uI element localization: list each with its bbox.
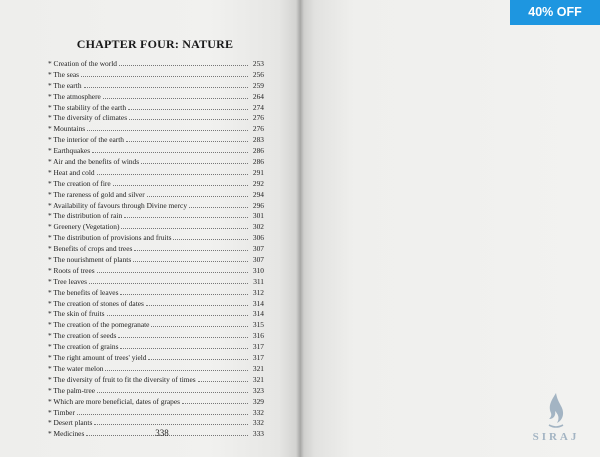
toc-entry <box>48 156 264 167</box>
toc-entry-title: * The benefits of leaves <box>48 287 119 297</box>
toc-entry-page: 311 <box>253 276 264 286</box>
toc-entry <box>48 319 264 330</box>
toc-entry-title: * The earth <box>48 80 82 90</box>
toc-entry-title: * The distribution of rain <box>48 211 123 221</box>
toc-leader-dots <box>198 374 248 382</box>
toc-entry <box>48 352 264 363</box>
toc-entry <box>48 102 264 113</box>
toc-entry-title: * The creation of fire <box>48 178 111 188</box>
toc-entry <box>48 254 264 265</box>
toc-entry-title: * The creation of seeds <box>48 331 117 341</box>
toc-entry-title: * The seas <box>48 69 80 79</box>
siraj-watermark <box>528 392 584 448</box>
toc-entry <box>48 265 264 276</box>
toc-leader-dots <box>118 330 248 338</box>
toc-leader-dots <box>133 254 248 262</box>
toc-entry-title: * The diversity of fruit to fit the diversity of times <box>48 374 196 384</box>
toc-entry <box>48 69 264 80</box>
toc-entry-title: * Air and the benefits of winds <box>48 157 140 167</box>
toc-entry-title: * Timber <box>48 407 75 417</box>
toc-entry <box>48 287 264 298</box>
toc-entry-title: * The nourishment of plants <box>48 255 132 265</box>
toc-leader-dots <box>119 58 248 66</box>
toc-entry-page: 323 <box>252 385 264 395</box>
toc-leader-dots <box>141 156 248 164</box>
toc-entry-title: * The distribution of provisions and fruits <box>48 233 172 243</box>
toc-entry <box>48 221 264 232</box>
book-gutter <box>296 0 304 457</box>
toc-leader-dots <box>146 298 248 306</box>
toc-leader-dots <box>94 417 248 425</box>
toc-entry-title: * The creation of grains <box>48 342 119 352</box>
toc-leader-dots <box>120 341 248 349</box>
toc-entry <box>48 243 264 254</box>
toc-leader-dots <box>124 210 248 218</box>
toc-entry-page: 306 <box>252 233 264 243</box>
toc-entry-page: 317 <box>252 342 264 352</box>
toc-entry <box>48 232 264 243</box>
right-page <box>300 0 600 457</box>
toc-entry <box>48 80 264 91</box>
toc-entry-title: * The rareness of gold and silver <box>48 189 145 199</box>
toc-entry-title: * The right amount of trees' yield <box>48 353 147 363</box>
toc-entry-title: * Mountains <box>48 124 86 134</box>
toc-entry-title: * The diversity of climates <box>48 113 128 123</box>
toc-entry-page: 332 <box>252 407 264 417</box>
toc-entry-title: * Roots of trees <box>48 265 95 275</box>
toc-entry-page: 286 <box>252 146 264 156</box>
toc-leader-dots <box>97 385 248 393</box>
toc-entry-page: 312 <box>252 287 264 297</box>
toc-entry-page: 292 <box>252 178 264 188</box>
toc-entry-page: 264 <box>252 91 264 101</box>
toc-entry-page: 314 <box>252 298 264 308</box>
toc-leader-dots <box>129 112 248 120</box>
toc-entry-page: 301 <box>252 211 264 221</box>
toc-entry <box>48 341 264 352</box>
toc-entry-page: 314 <box>252 309 264 319</box>
toc-entry-page: 274 <box>252 102 264 112</box>
toc-entry-page: 256 <box>252 69 264 79</box>
toc-leader-dots <box>148 352 248 360</box>
toc-leader-dots <box>126 134 248 142</box>
toc-leader-dots <box>113 178 248 186</box>
toc-entry <box>48 363 264 374</box>
toc-leader-dots <box>151 319 248 327</box>
toc-entry-page: 291 <box>252 167 264 177</box>
toc-entry <box>48 210 264 221</box>
toc-leader-dots <box>128 102 248 110</box>
toc-entry-page: 286 <box>252 157 264 167</box>
toc-entry-title: * Earthquakes <box>48 146 91 156</box>
toc-entry-title: * The palm-tree <box>48 385 96 395</box>
toc-entry-page: 316 <box>252 331 264 341</box>
toc-entry-page: 296 <box>252 200 264 210</box>
toc-entry-page: 253 <box>252 59 264 68</box>
chapter-title: CHAPTER FOUR: NATURE <box>76 37 234 51</box>
toc-leader-dots <box>81 69 248 77</box>
toc-leader-dots <box>87 123 248 131</box>
toc-leader-dots <box>77 407 248 415</box>
toc-entry <box>48 145 264 156</box>
toc-entry-page: 333 <box>252 429 264 439</box>
toc-leader-dots <box>97 167 248 175</box>
toc-entry-title: * The skin of fruits <box>48 309 105 319</box>
toc-entry <box>48 417 264 428</box>
toc-entry <box>48 298 264 309</box>
toc-entry-page: 321 <box>252 363 264 373</box>
toc-entry <box>48 374 264 385</box>
toc-entry-title: * Desert plants <box>48 418 93 428</box>
toc-entry-page: 307 <box>252 244 264 254</box>
toc-entry-page: 276 <box>252 113 264 123</box>
toc-entry <box>48 407 264 418</box>
toc-entry <box>48 276 264 287</box>
toc-leader-dots <box>147 189 248 197</box>
toc-entry-title: * The interior of the earth <box>48 135 124 145</box>
toc-entry-page: 321 <box>252 374 264 384</box>
toc-entry-page: 310 <box>252 265 264 275</box>
toc-leader-dots <box>103 91 248 99</box>
toc-entry <box>48 200 264 211</box>
toc-entry <box>48 396 264 407</box>
toc-leader-dots <box>120 287 248 295</box>
toc-leader-dots <box>107 308 248 316</box>
toc-entry-page: 315 <box>252 320 264 330</box>
toc-leader-dots <box>105 363 248 371</box>
toc-entry-page: 276 <box>252 124 264 134</box>
toc-entry-page: 302 <box>252 222 264 232</box>
toc-entry <box>48 178 264 189</box>
toc-entry <box>48 91 264 102</box>
toc-entry-title: * The stability of the earth <box>48 102 127 112</box>
toc-entry-title: * Greenery (Vegetation) <box>48 222 120 232</box>
table-of-contents <box>48 58 264 439</box>
discount-badge: 40% OFF <box>510 0 600 25</box>
toc-entry-title: * The atmosphere <box>48 91 101 101</box>
toc-entry-title: * The water melon <box>48 363 104 373</box>
toc-leader-dots <box>92 145 248 153</box>
toc-entry-title: * Benefits of crops and trees <box>48 244 133 254</box>
toc-leader-dots <box>97 265 248 273</box>
flame-icon <box>545 392 567 430</box>
toc-entry-title: * The creation of stones of dates <box>48 298 144 308</box>
toc-entry-page: 283 <box>252 135 264 145</box>
toc-entry <box>48 123 264 134</box>
toc-entry-title: * Creation of the world <box>48 59 117 68</box>
toc-leader-dots <box>173 232 248 240</box>
toc-entry <box>48 58 264 69</box>
toc-entry <box>48 385 264 396</box>
toc-entry-page: 329 <box>252 396 264 406</box>
toc-entry-title: * Medicines <box>48 429 85 439</box>
page-number: 338 <box>155 428 169 438</box>
toc-entry-title: * Tree leaves <box>48 276 87 286</box>
toc-entry <box>48 189 264 200</box>
toc-entry-page: 259 <box>252 80 264 90</box>
toc-entry-page: 317 <box>252 353 264 363</box>
toc-leader-dots <box>189 200 248 208</box>
toc-entry-title: * Which are more beneficial, dates of grapes <box>48 396 181 406</box>
toc-entry-title: * Heat and cold <box>48 167 95 177</box>
toc-entry-title: * Availability of favours through Divine mercy <box>48 200 188 210</box>
toc-entry <box>48 134 264 145</box>
watermark-brand-text: SIRAJ <box>532 431 580 443</box>
toc-entry <box>48 330 264 341</box>
toc-leader-dots <box>182 396 248 404</box>
toc-entry-page: 332 <box>252 418 264 428</box>
toc-entry <box>48 308 264 319</box>
toc-entry-title: * The creation of the pomegranate <box>48 320 150 330</box>
toc-entry <box>48 112 264 123</box>
toc-entry <box>48 167 264 178</box>
toc-entry-page: 294 <box>252 189 264 199</box>
toc-leader-dots <box>121 221 248 229</box>
toc-leader-dots <box>89 276 248 284</box>
toc-entry-page: 307 <box>252 255 264 265</box>
toc-leader-dots <box>134 243 248 251</box>
toc-leader-dots <box>84 80 248 88</box>
